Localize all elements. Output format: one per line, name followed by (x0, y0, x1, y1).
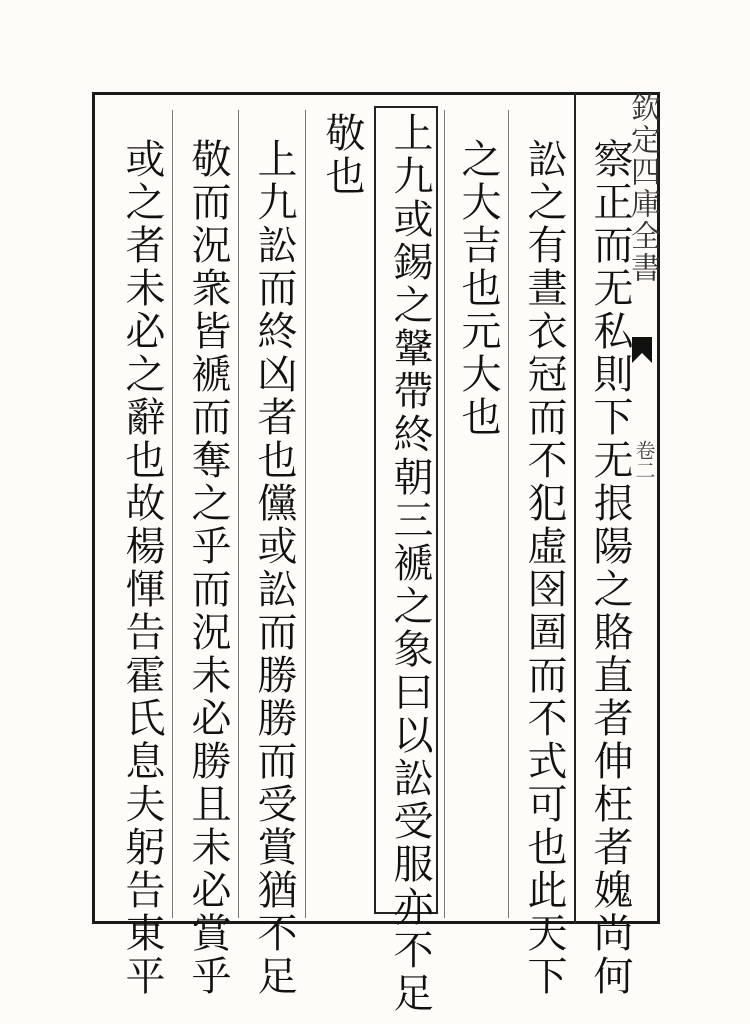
column-rule (574, 92, 576, 924)
column-rule (305, 110, 306, 918)
text-column: 或之者未必之辭也故楊惲告霍氏息夫躬告東平 (119, 138, 165, 998)
column-rule (238, 110, 239, 918)
column-rule (172, 110, 173, 918)
text-column: 敬也 (319, 112, 365, 198)
book-title: 欽定四庫全書 (625, 92, 660, 284)
column-rule (508, 110, 509, 918)
text-column: 上九訟而終凶者也儻或訟而勝勝而受賞猶不足 (251, 138, 297, 998)
text-column: 上九或錫之鞶帶終朝三褫之象曰以訟受服亦不足 (387, 112, 433, 1015)
column-rule (444, 110, 445, 918)
text-column: 訟之有晝衣冠而不犯虛囹圄而不式可也此天下 (521, 138, 567, 998)
text-column: 敬而況衆皆褫而奪之乎而況未必勝且未必賞乎 (185, 138, 231, 998)
volume-label: 卷二 (632, 440, 656, 480)
text-column: 察正而无私則下无拫陽之賂直者伸枉者媿尚何 (587, 138, 633, 998)
text-column: 之大吉也元大也 (455, 138, 501, 439)
